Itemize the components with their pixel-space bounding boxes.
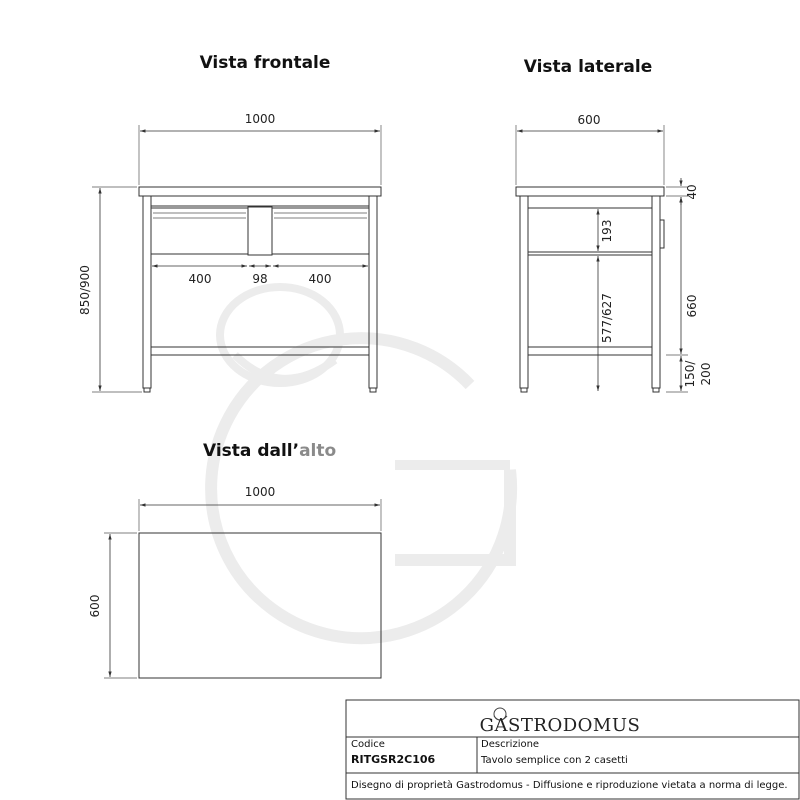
side-depth-dim: 600 xyxy=(577,113,601,127)
code-label: Codice xyxy=(351,739,385,750)
footer-note: Disegno di proprietà Gastrodomus - Diffusione e riproduzione vietata a norma di legge. xyxy=(351,780,788,791)
side-top-dim: 40 xyxy=(685,184,699,200)
side-foot-dim-2: 200 xyxy=(699,362,713,386)
top-view-title-a: Vista dall’ xyxy=(203,441,300,461)
gap-dim: 98 xyxy=(252,272,268,286)
top-view-title-b: alto xyxy=(299,441,337,461)
side-mid-dim: 660 xyxy=(685,294,699,318)
side-drawer-dim: 193 xyxy=(600,219,614,243)
front-view-title: Vista frontale xyxy=(199,53,331,73)
top-depth-dim: 600 xyxy=(88,594,102,618)
code-value: RITGSR2C106 xyxy=(351,753,436,766)
watermark-logo xyxy=(211,287,511,638)
side-foot-dim: 150/ xyxy=(683,360,697,388)
description-value: Tavolo semplice con 2 casetti xyxy=(481,755,628,766)
top-view xyxy=(88,485,381,678)
drawer-right-dim: 400 xyxy=(308,272,332,286)
front-width-dim: 1000 xyxy=(244,112,276,126)
description-label: Descrizione xyxy=(481,739,540,750)
side-clear-dim: 577/627 xyxy=(600,293,614,343)
front-height-dim: 850/900 xyxy=(78,265,92,315)
top-view-title xyxy=(203,441,336,461)
drawer-left-dim: 400 xyxy=(188,272,212,286)
brand-name: GASTRODOMUS xyxy=(479,715,641,736)
top-width-dim: 1000 xyxy=(244,485,276,499)
side-view-title: Vista laterale xyxy=(523,57,653,77)
title-block xyxy=(346,700,799,799)
side-view xyxy=(516,113,713,392)
